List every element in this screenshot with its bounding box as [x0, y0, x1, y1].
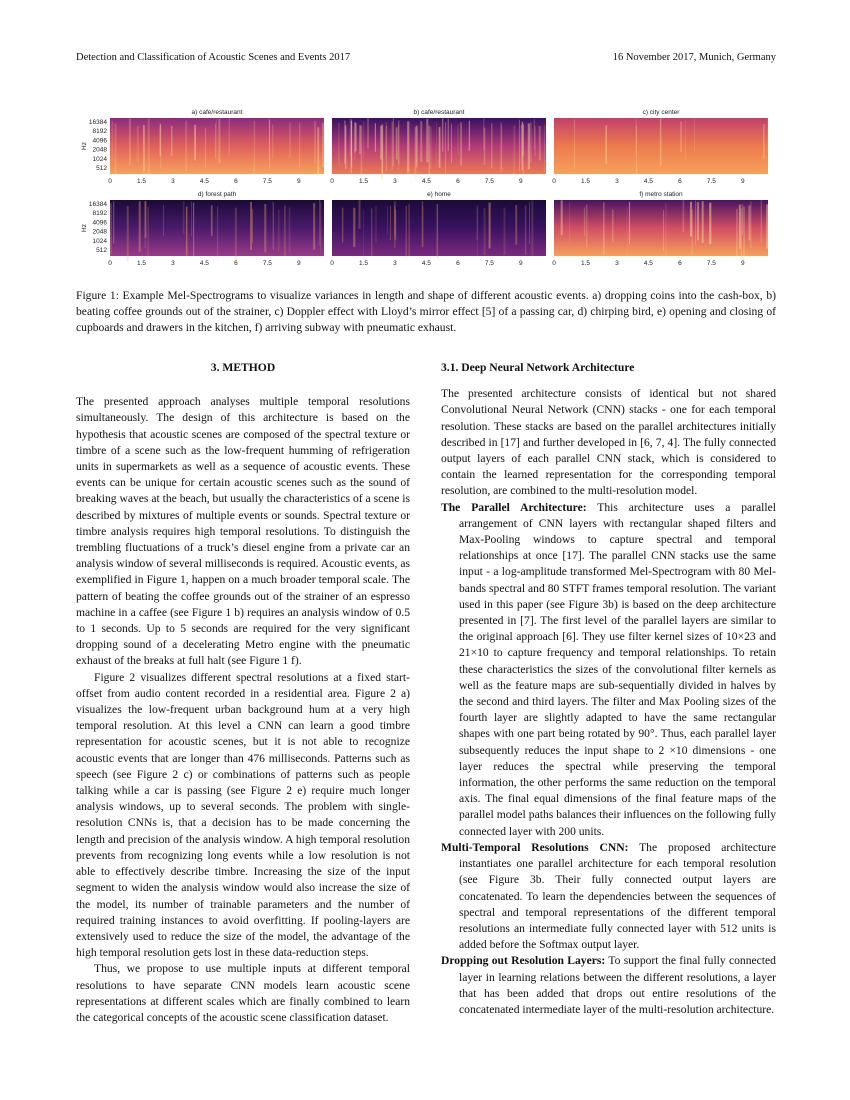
- event-streak: [530, 122, 532, 162]
- event-streak: [320, 200, 321, 246]
- x-tick-label: 1.5: [358, 178, 368, 185]
- event-streak: [451, 124, 452, 163]
- event-streak: [742, 204, 743, 235]
- x-tick-label: 3: [171, 178, 175, 185]
- event-streak: [660, 118, 662, 166]
- event-streak: [380, 126, 382, 160]
- panel-title: f) metro station: [639, 191, 683, 198]
- event-streak: [386, 126, 387, 171]
- panel-title: b) cafe/restaurant: [413, 109, 465, 116]
- y-tick-label: 16384: [88, 119, 107, 126]
- x-tick-label: 7.5: [484, 178, 494, 185]
- x-tick-label: 1.5: [136, 178, 146, 185]
- event-streak: [417, 126, 418, 164]
- event-streak: [113, 201, 114, 243]
- event-streak: [218, 119, 220, 164]
- spectrogram-panel: [330, 109, 546, 185]
- list-item: [441, 500, 776, 840]
- event-streak: [612, 210, 613, 243]
- event-streak: [398, 124, 399, 170]
- y-tick-label: 512: [96, 165, 107, 172]
- event-streak: [683, 200, 685, 232]
- figure-caption: Figure 1: Example Mel-Spectrograms to visualize variances in length and shape of different acoustic events. a) dropping coins into the cash-box, b) beating coffee grounds out of the strainer, c) Doppler effect with Lloyd’s mirror effect [5] of a passing car, d) chirping bird, e) opening and closing of cupboards and drawers in the kitchen, f) arriving subway with pneumatic exhaust.: [76, 289, 776, 335]
- event-streak: [531, 200, 533, 255]
- event-streak: [264, 204, 266, 252]
- x-tick-label: 4.5: [421, 178, 431, 185]
- x-tick-label: 0: [108, 178, 112, 185]
- event-streak: [211, 205, 213, 236]
- y-tick-label: 1024: [92, 237, 107, 245]
- event-streak: [171, 126, 173, 156]
- event-streak: [269, 119, 270, 168]
- event-streak: [680, 121, 682, 152]
- event-streak: [229, 118, 230, 156]
- event-streak: [193, 202, 194, 256]
- event-streak: [344, 121, 345, 164]
- x-tick-label: 6: [456, 178, 460, 185]
- event-streak: [736, 209, 738, 258]
- x-tick-label: 9: [741, 260, 745, 267]
- event-streak: [519, 120, 520, 172]
- event-streak: [415, 127, 417, 179]
- event-streak: [313, 203, 315, 250]
- event-streak: [629, 202, 630, 244]
- list-item-term: Multi-Temporal Resolutions CNN:: [441, 840, 629, 854]
- event-streak: [375, 123, 376, 152]
- panel-title: d) forest path: [197, 191, 237, 198]
- spectrogram-panel: [81, 191, 324, 267]
- event-streak: [289, 123, 290, 158]
- x-tick-label: 6: [678, 178, 682, 185]
- running-header-right: 16 November 2017, Munich, Germany: [612, 52, 776, 63]
- y-tick-label: 8192: [92, 210, 107, 218]
- event-streak: [483, 118, 484, 149]
- event-streak: [127, 206, 129, 261]
- event-streak: [426, 119, 428, 163]
- x-tick-label: 7.5: [262, 178, 272, 185]
- spectrogram-panel: [81, 109, 324, 185]
- x-tick-label: 4.5: [199, 178, 209, 185]
- event-streak: [529, 202, 530, 244]
- event-streak: [353, 208, 355, 247]
- event-streak: [215, 124, 216, 159]
- event-streak: [148, 119, 150, 174]
- x-tick-label: 7.5: [706, 260, 716, 267]
- y-tick-label: 16384: [88, 201, 107, 208]
- event-streak: [697, 202, 699, 240]
- event-streak: [763, 124, 764, 159]
- event-streak: [111, 122, 113, 162]
- spectrogram-image: [110, 118, 324, 174]
- event-streak: [685, 119, 686, 160]
- event-streak: [561, 200, 563, 235]
- event-streak: [363, 121, 364, 158]
- spectrogram-panel: [552, 109, 768, 185]
- event-streak: [191, 201, 192, 236]
- event-streak: [569, 202, 570, 244]
- event-streak: [163, 205, 164, 236]
- event-streak: [504, 208, 506, 255]
- event-streak: [351, 121, 352, 168]
- event-streak: [528, 123, 530, 169]
- x-tick-label: 9: [519, 260, 523, 267]
- event-streak: [216, 119, 217, 161]
- x-tick-label: 7.5: [484, 260, 494, 267]
- list-item-term: The Parallel Architecture:: [441, 500, 587, 514]
- event-streak: [137, 126, 139, 161]
- paragraph: Figure 2 visualizes different spectral resolutions at a fixed start-offset from audio content recorded in a residential area. Figure 2 a) visualizes the low-frequent urban background hum at a very high temporal resolution. At this level a CNN can learn a good timbre representation for acoustic scenes, but it is not able to recognize acoustic events that are longer than 476 milliseconds. Patterns such as speech (see Figure 2 c) or combinations of patterns such as people talking while a car is passing (see Figure 2 e) require much longer analysis windows, up to several seconds. The problem with single-resolution CNNs is, that a decision has to be made concerning the length and precision of the analysis window. A high temporal resolution prevents from recognizing long events while a low resolution is not able to effectively describe timbre. Increasing the size of the input segment to widen the analysis window would also increase the size of the model, its number of trainable parameters and the number of required training instances to avoid overfitting. If pooling-layers are extensively used to reduce the size of the model, the advantage of the high temporal resolution gets lost in these data-reduction steps.: [76, 670, 410, 960]
- event-streak: [338, 123, 339, 166]
- event-streak: [235, 208, 237, 261]
- event-streak: [317, 127, 319, 176]
- x-tick-label: 6: [456, 260, 460, 267]
- event-streak: [635, 119, 636, 154]
- event-streak: [422, 206, 423, 246]
- x-tick-label: 9: [297, 178, 301, 185]
- x-tick-label: 7.5: [706, 178, 716, 185]
- x-tick-label: 9: [297, 260, 301, 267]
- y-tick-label: 4096: [92, 137, 107, 145]
- x-tick-label: 9: [519, 178, 523, 185]
- event-streak: [359, 200, 361, 229]
- paragraph: Thus, we propose to use multiple inputs at different temporal resolutions to have separate CNN models learn acoustic scene representations at different scales which are finally combined to learn the categorical concepts of the acoustic scene classification dataset.: [76, 962, 410, 1024]
- event-streak: [144, 201, 146, 248]
- event-streak: [406, 206, 407, 258]
- event-streak: [429, 125, 430, 179]
- event-streak: [299, 123, 300, 168]
- event-streak: [694, 118, 695, 151]
- event-streak: [322, 123, 324, 167]
- event-streak: [289, 207, 291, 252]
- x-tick-label: 0: [108, 260, 112, 267]
- event-streak: [525, 206, 526, 255]
- event-streak: [342, 208, 343, 243]
- event-streak: [354, 123, 356, 153]
- event-streak: [185, 122, 186, 176]
- event-streak: [437, 204, 438, 258]
- y-tick-label: 2048: [92, 146, 107, 154]
- event-streak: [448, 119, 449, 151]
- event-streak: [114, 123, 116, 175]
- event-streak: [500, 122, 502, 171]
- event-streak: [361, 125, 363, 180]
- event-streak: [457, 125, 458, 156]
- event-streak: [314, 121, 315, 163]
- x-tick-label: 4.5: [199, 260, 209, 267]
- x-tick-label: 4.5: [421, 260, 431, 267]
- event-streak: [387, 206, 388, 235]
- panel-title: c) city center: [642, 109, 680, 116]
- event-streak: [768, 118, 769, 152]
- event-streak: [205, 128, 206, 168]
- spectrogram-panel: [330, 191, 546, 267]
- left-column: [76, 360, 410, 1026]
- event-streak: [217, 206, 218, 259]
- y-tick-label: 2048: [92, 228, 107, 236]
- event-streak: [521, 125, 522, 163]
- event-streak: [143, 125, 145, 171]
- x-tick-label: 6: [234, 178, 238, 185]
- event-streak: [666, 202, 667, 254]
- event-streak: [539, 126, 541, 160]
- event-streak: [460, 122, 461, 165]
- subsection-title: 3.1. Deep Neural Network Architecture: [441, 361, 635, 374]
- event-streak: [284, 206, 285, 257]
- event-streak: [273, 202, 274, 250]
- x-tick-label: 1.5: [580, 260, 590, 267]
- x-tick-label: 1.5: [580, 178, 590, 185]
- event-streak: [408, 204, 410, 256]
- panel-title: a) cafe/restaurant: [191, 109, 243, 116]
- event-streak: [148, 207, 149, 257]
- x-tick-label: 9: [741, 178, 745, 185]
- event-streak: [491, 123, 492, 168]
- event-streak: [376, 206, 377, 243]
- event-streak: [139, 201, 141, 252]
- event-streak: [663, 210, 664, 251]
- event-streak: [702, 201, 704, 243]
- event-streak: [186, 120, 187, 170]
- x-tick-label: 0: [330, 178, 334, 185]
- spectrogram-image: [110, 200, 324, 256]
- event-streak: [110, 203, 111, 254]
- event-streak: [363, 210, 364, 261]
- event-streak: [445, 122, 446, 175]
- x-tick-label: 7.5: [262, 260, 272, 267]
- paragraph: The presented architecture consists of identical but not shared Convolutional Neural Network (CNN) stacks - one for each temporal resolution. These stacks are based on the parallel architectures initially described in [17] and further developed in [6, 7, 4]. The fully connected output layers of each parallel CNN stack, which is considered to contain the learned representation for the corresponding temporal resolution, are combined to the multi-resolution model.: [441, 387, 776, 498]
- x-tick-label: 0: [552, 178, 556, 185]
- y-tick-label: 1024: [92, 155, 107, 163]
- event-streak: [709, 203, 711, 244]
- event-streak: [741, 208, 742, 258]
- event-streak: [690, 202, 692, 237]
- spectrogram-image: [332, 200, 546, 256]
- event-streak: [544, 125, 545, 172]
- event-streak: [523, 125, 524, 174]
- paragraph: The presented approach analyses multiple temporal resolutions simultaneously. The design of this architecture is based on the hypothesis that acoustic scenes are composed of the spectral texture or timbre of a scene such as the low-frequent humming of refrigeration units in supermarkets as well as a sequence of acoustic events. These events can be unique for certain acoustic scenes such as the sound of breaking waves at the beach, but usually the characteristics of a scene is described by mixtures of multiple events or sounds. Spectral texture or timbre analysis requires high temporal resolutions. To distinguish the trembling fluctuations of a truck’s diesel engine from a private car an analysis window of several milliseconds is required. Acoustic events, as exemplified in Figure 1, happen on a much broader temporal scale. The pattern of beating the coffee grounds out of the strainer of an espresso machine in a caffee (see Figure 1 b) requires an analysis window of 0.5 to 1 seconds. Up to 5 seconds are required for the very significant dropping sound of a decelerating Metro engine with the pneumatic exhaust of the breaks at full halt (see Figure 1 f).: [76, 395, 410, 668]
- event-streak: [603, 202, 604, 255]
- section-title: 3. METHOD: [210, 361, 276, 374]
- event-streak: [371, 208, 372, 256]
- x-tick-label: 3: [171, 260, 175, 267]
- event-streak: [159, 126, 160, 155]
- event-streak: [766, 204, 768, 248]
- event-streak: [515, 205, 517, 245]
- event-streak: [129, 118, 130, 165]
- event-streak: [396, 127, 398, 159]
- event-streak: [584, 208, 585, 237]
- event-streak: [407, 121, 409, 172]
- event-streak: [272, 125, 273, 159]
- event-streak: [605, 125, 607, 164]
- event-streak: [484, 208, 486, 255]
- event-streak: [393, 118, 394, 166]
- y-tick-label: 4096: [92, 219, 107, 227]
- event-streak: [431, 127, 432, 169]
- x-tick-label: 6: [234, 260, 238, 267]
- event-streak: [586, 205, 588, 247]
- event-streak: [350, 119, 351, 156]
- x-tick-label: 0: [330, 260, 334, 267]
- x-tick-label: 4.5: [643, 260, 653, 267]
- spectrogram-grid: [78, 100, 778, 280]
- event-streak: [252, 209, 253, 243]
- event-streak: [534, 119, 535, 149]
- x-tick-label: 0: [552, 260, 556, 267]
- running-header-left: Detection and Classification of Acoustic Scenes and Events 2017: [76, 52, 351, 63]
- event-streak: [250, 202, 252, 250]
- panel-title: e) home: [427, 191, 451, 198]
- list-item-text: The proposed architecture instantiates one parallel architecture for each temporal resolution (see Figure 3b. Their fully connected output layers are concatenated. To learn the dependencies between the sequences of spectral and temporal representations of the different temporal resolutions an intermediate fully connected layer with 512 units is added before the Softmax output layer.: [459, 840, 776, 952]
- event-streak: [279, 210, 280, 251]
- event-streak: [695, 201, 696, 245]
- event-streak: [469, 121, 470, 151]
- event-streak: [514, 126, 516, 180]
- event-streak: [489, 203, 491, 249]
- figure-spectrograms: [78, 100, 778, 280]
- event-streak: [743, 207, 745, 261]
- x-tick-label: 3: [615, 260, 619, 267]
- list-item-text: This architecture uses a parallel arrangement of CNN layers with rectangular shaped filters and Max-Pooling windows to capture spectral and temporal relationships at once [17]. The parallel CNN stacks use the same input - a log-amplitude transformed Mel-Spectrogram with 80 Mel-bands spectral and 80 STFT frames temporal resolution. The variant used in this paper (see Figure 3b) is based on the deep architecture presented in [7]. The first level of the parallel layers are similar to the original approach [6]. They use filter kernel sizes of 10×23 and 21×10 to capture frequency and temporal relationships. To retain these characteristics the sizes of the convolutional filter kernels as well as the feature maps are sub-sequentially divided in halves by the second and third layers. The filter and Max Pooling sizes of the fourth layer are slightly adapted to have the same rectangular shapes with one part being rotated by 90°. Thus, each parallel layer subsequently reduces the input shape to 2 ×10 dimensions - one layer reduces the spectral while preserving the temporal information, the other performs the same reduction on the temporal axis. The final equal dimensions of the final feature maps of the parallel model paths balances their influences on the following fully connected layer with 200 units.: [459, 500, 776, 838]
- y-axis-label: Hz: [81, 142, 88, 150]
- event-streak: [477, 205, 478, 240]
- x-tick-label: 3: [393, 260, 397, 267]
- list-item: [441, 840, 776, 953]
- event-streak: [390, 206, 391, 240]
- event-streak: [254, 121, 255, 177]
- event-streak: [194, 125, 196, 160]
- x-tick-label: 3: [393, 178, 397, 185]
- x-tick-label: 1.5: [358, 260, 368, 267]
- event-streak: [436, 123, 437, 168]
- list-item-term: Dropping out Resolution Layers:: [441, 954, 606, 968]
- event-streak: [442, 118, 443, 151]
- event-streak: [321, 203, 322, 253]
- event-streak: [748, 205, 750, 240]
- spectrogram-panel: [552, 191, 768, 267]
- event-streak: [420, 121, 422, 162]
- event-streak: [739, 205, 741, 249]
- y-axis-label: Hz: [81, 224, 88, 232]
- list-item-text: To support the final fully connected layer in learning relations between the different resolutions, a layer that has been added that drops out entire resolutions of the concatenated intermediate layer of the multi-resolution architecture.: [459, 954, 776, 1016]
- event-streak: [367, 118, 369, 148]
- event-streak: [186, 207, 188, 256]
- x-tick-label: 6: [678, 260, 682, 267]
- event-streak: [392, 121, 393, 170]
- x-tick-label: 3: [615, 178, 619, 185]
- y-tick-label: 8192: [92, 128, 107, 136]
- event-streak: [627, 207, 628, 260]
- event-streak: [761, 200, 762, 243]
- event-streak: [394, 206, 395, 248]
- x-tick-label: 1.5: [136, 260, 146, 267]
- y-tick-label: 512: [96, 247, 107, 254]
- event-streak: [439, 127, 441, 168]
- right-column: [441, 360, 776, 1018]
- event-streak: [574, 119, 575, 168]
- list-item: [441, 953, 776, 1018]
- x-tick-label: 4.5: [643, 178, 653, 185]
- event-streak: [183, 201, 185, 234]
